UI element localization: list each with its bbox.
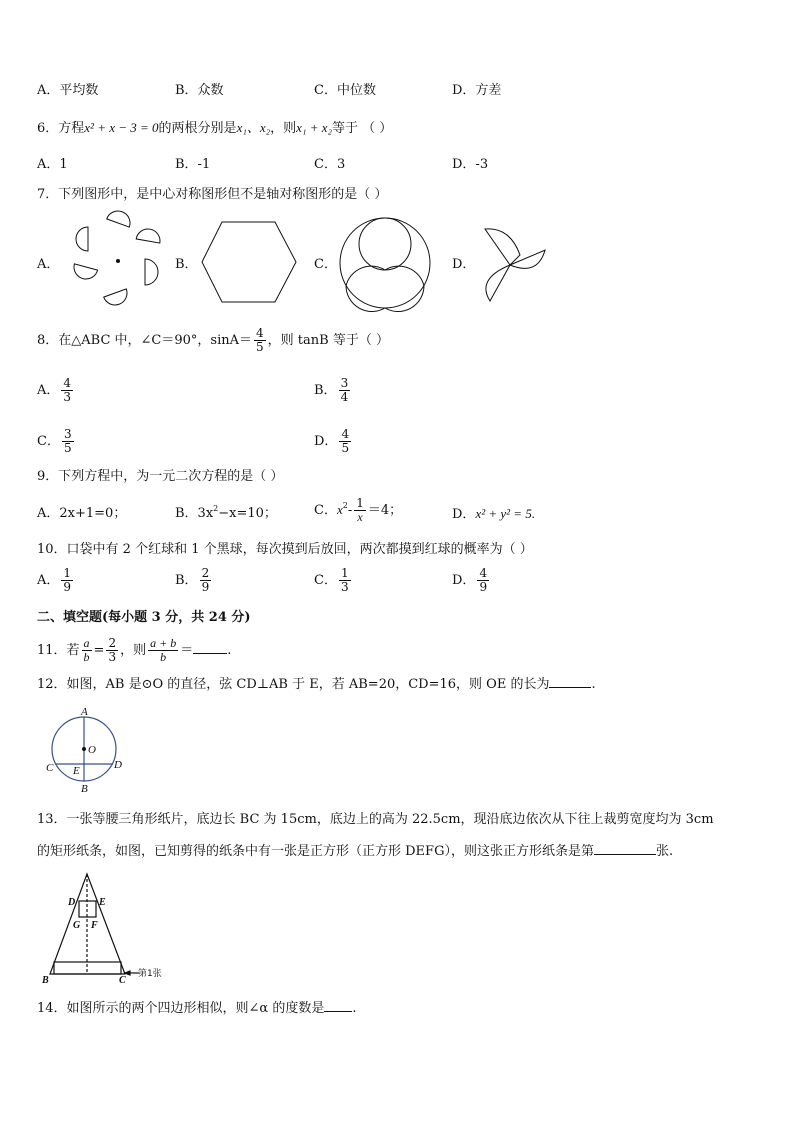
q8-prefix: 8．在△ABC 中，∠C＝90°，sinA＝ (37, 333, 253, 348)
q9-option-d-label: D． (452, 507, 476, 522)
q10-option-b-label: B． (175, 573, 198, 588)
q8-option-d-label: D． (314, 434, 338, 449)
q13-label-e: E (99, 897, 106, 908)
q11-prefix: 11．若 (37, 643, 80, 658)
q7-option-a-label: A． (37, 257, 60, 272)
q8-option-c-num: 3 (63, 427, 72, 441)
q10-option-c-label: C． (314, 573, 337, 588)
q8-sin-num: 4 (256, 326, 264, 340)
q13-label-f: F (91, 920, 98, 931)
q8-option-b-label: B． (314, 383, 337, 398)
q8-option-d-num: 4 (341, 427, 350, 441)
q5-option-b: B．众数 (175, 83, 224, 98)
q6-option-a: A．1 (37, 157, 68, 172)
q11-then: ，则 (120, 643, 147, 658)
q12-figure-circle (44, 706, 129, 794)
q7-stem: 7．下列图形中，是中心对称图形但不是轴对称图形的是（ ） (37, 187, 388, 202)
q8-option-d-den: 5 (341, 441, 350, 455)
q7-option-b-label: B． (175, 257, 198, 272)
q9-option-b: B．$3x^2-x=10$； (175, 504, 277, 521)
q9-option-c-tail: ＝4； (367, 503, 403, 518)
q12-label-d: D (114, 759, 122, 771)
q14-answer-blank[interactable] (324, 1000, 352, 1012)
q10-option-a-den: 9 (63, 580, 72, 594)
q10-option-b-fraction (200, 567, 212, 594)
q11-suffix: ＝ (180, 643, 194, 658)
q12-label-c: C (46, 762, 54, 774)
section-2-heading: 二、填空题(每小题 3 分，共 24 分) (37, 610, 251, 625)
q14-end: . (352, 1001, 357, 1016)
q6-equation: x² + x − 3 = 0 (84, 120, 159, 135)
q10-option-d-den: 9 (479, 580, 488, 594)
q6-option-b: B．-1 (175, 157, 211, 172)
q9-option-d (452, 505, 535, 524)
q13-line-2-post: 张. (655, 844, 674, 859)
q11-fraction-23 (106, 637, 118, 664)
q12-answer-blank[interactable] (549, 676, 591, 688)
q6-roots: x₁、x₂ (236, 120, 271, 135)
q10-option-b-num: 2 (201, 566, 210, 580)
q11-answer-blank[interactable] (193, 642, 227, 654)
q8-option-b-fraction (339, 377, 351, 404)
q12-text: 12．如图，AB 是⊙O 的直径，弦 CD⊥AB 于 E，若 AB=20，CD=16，则 OE 的长为 (37, 677, 550, 692)
q8-option-d-fraction (339, 428, 351, 455)
q11-f2-num: 2 (108, 636, 117, 650)
q13-label-c: C (119, 975, 126, 986)
q12-label-a: A (81, 706, 88, 718)
q10-option-a-fraction (61, 567, 73, 594)
q14-stem (37, 1000, 357, 1018)
q8-option-a (37, 377, 75, 404)
q11-f3-den: b (160, 650, 167, 664)
q13-figure-triangle (40, 872, 175, 984)
q10-option-b (175, 567, 213, 594)
q11-equals: = (93, 643, 105, 658)
q8-option-c-label: C． (37, 434, 60, 449)
q13-label-first-strip: 第1张 (138, 969, 162, 979)
q11-f3-num: a + b (150, 636, 177, 650)
q12-stem (37, 676, 596, 694)
q6-option-c: C．3 (314, 157, 346, 172)
q6-prefix: 6．方程 (37, 121, 85, 136)
q8-sin-den: 5 (256, 340, 264, 354)
q13-label-d: D (68, 897, 76, 908)
q8-option-a-label: A． (37, 383, 60, 398)
q6-suffix: 等于 （ ） (332, 121, 393, 136)
q11-f2-den: 3 (108, 650, 117, 664)
q11-fraction-ab (82, 637, 92, 664)
q11-fraction-sum (148, 637, 178, 664)
q10-option-c-den: 3 (340, 580, 349, 594)
q13-label-g: G (73, 920, 81, 931)
q8-option-c (37, 428, 76, 455)
q12-end: . (591, 677, 596, 692)
q8-option-b-den: 4 (340, 390, 349, 404)
q8-option-c-den: 5 (63, 441, 72, 455)
q9-option-c-fraction: $\frac{1}{x}$ (356, 496, 364, 524)
q8-option-a-num: 4 (63, 376, 72, 390)
q11-stem (37, 637, 231, 664)
q13-line-1: 13．一张等腰三角形纸片，底边长 BC 为 15cm，底边上的高为 22.5cm，现沿底边依次从下往上裁剪宽度均为 3cm (37, 812, 714, 827)
q11-f1-num: a (83, 636, 90, 650)
q9-stem: 9．下列方程中，为一元二次方程的是（ ） (37, 469, 284, 484)
q9-option-c-label: C． (314, 503, 337, 518)
q10-option-d-label: D． (452, 573, 476, 588)
q6-option-d: D．-3 (452, 157, 489, 172)
q10-option-a (37, 567, 75, 594)
q8-option-d (314, 428, 353, 455)
q5-option-c: C．中位数 (314, 83, 376, 98)
q9-option-b-pre: B．3x (175, 506, 214, 521)
q9-option-c: C．$x^2-$ $\frac{1}{x}$ ＝4； (314, 496, 403, 524)
q11-f1-den: b (83, 650, 90, 664)
q7-option-c-label: C． (314, 257, 337, 272)
q12-label-o: O (88, 744, 96, 756)
q12-label-e: E (73, 765, 80, 777)
q10-option-d-fraction (477, 567, 489, 594)
q7-figure-a-pinwheel (70, 215, 165, 305)
q8-option-b-num: 3 (340, 376, 349, 390)
q5-option-a: A．平均数 (37, 83, 99, 98)
q6-sum: x₁ + x₂ (296, 120, 333, 135)
q8-option-b (314, 377, 352, 404)
q8-sin-fraction (254, 327, 266, 354)
q7-figure-b-hexagon (200, 220, 300, 305)
q7-figure-c-circle (338, 216, 433, 311)
q8-option-a-fraction (61, 377, 73, 404)
q8-suffix: ，则 tanB 等于（ ） (267, 333, 389, 348)
q6-then: ，则 (270, 121, 297, 136)
q13-line-2-pre: 的矩形纸条，如图，已知剪得的纸条中有一张是正方形（正方形 DEFG），则这张正方形纸条是第 (37, 844, 594, 859)
q12-label-b: B (81, 783, 88, 795)
q13-line-2 (37, 843, 673, 861)
q9-option-a: A．2x+1=0； (37, 506, 127, 521)
q10-option-b-den: 9 (201, 580, 210, 594)
q5-option-d: D．方差 (452, 83, 502, 98)
q8-option-c-fraction (62, 428, 74, 455)
q13-answer-blank[interactable] (594, 843, 656, 855)
q10-stem: 10．口袋中有 2 个红球和 1 个黑球，每次摸到后放回，两次都摸到红球的概率为（ ） (37, 542, 533, 557)
q8-stem (37, 327, 389, 354)
q14-text: 14．如图所示的两个四边形相似，则∠α 的度数是 (37, 1001, 325, 1016)
q13-label-b: B (42, 975, 49, 986)
q10-option-c-num: 1 (340, 566, 349, 580)
q7-option-d-label: D． (452, 257, 476, 272)
q6-middle: 的两根分别是 (158, 121, 237, 136)
q8-option-a-den: 3 (63, 390, 72, 404)
q10-option-c (314, 567, 353, 594)
q7-figure-d-blades (480, 225, 555, 305)
q9-option-d-equation: x² + y² = 5. (475, 506, 536, 521)
q10-option-c-fraction (339, 567, 351, 594)
q10-option-a-label: A． (37, 573, 60, 588)
q6-stem (37, 119, 392, 138)
q10-option-d (452, 567, 491, 594)
q11-end: . (227, 643, 232, 658)
q10-option-a-num: 1 (63, 566, 72, 580)
q10-option-d-num: 4 (479, 566, 488, 580)
q9-option-b-post: −x=10； (218, 506, 277, 521)
